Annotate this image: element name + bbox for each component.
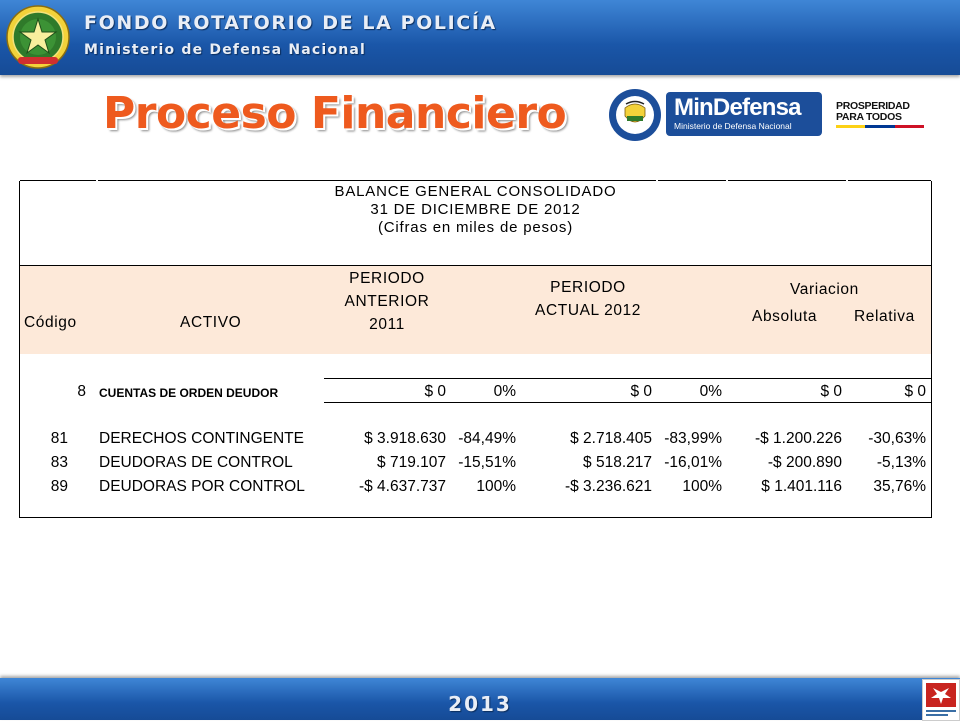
row-relativa: 35,76% [873, 478, 926, 495]
row-anterior-pct: -15,51% [458, 454, 516, 471]
row-actual: -$ 3.236.621 [564, 478, 652, 495]
row-actual-pct: -16,01% [664, 454, 722, 471]
table-top-border [658, 180, 726, 181]
col-header-periodo-anterior-line2: ANTERIOR [344, 293, 430, 310]
summary-name: CUENTAS DE ORDEN DEUDOR [99, 386, 279, 400]
row-code: 89 [50, 478, 68, 495]
mindefensa-logo-text: MinDefensa [674, 94, 801, 121]
row-code: 83 [50, 454, 68, 471]
header-subtitle: Ministerio de Defensa Nacional [84, 42, 367, 58]
table-date: 31 DE DICIEMBRE DE 2012 [370, 201, 581, 218]
row-actual-pct: 100% [682, 478, 722, 495]
table-title: BALANCE GENERAL CONSOLIDADO [334, 183, 617, 200]
col-header-periodo-actual-line1: PERIODO [550, 279, 626, 296]
mindefensa-logo-subtext: Ministerio de Defensa Nacional [674, 121, 792, 131]
summary-top-rule [324, 378, 931, 379]
page-title: Proceso Financiero [103, 88, 567, 139]
mindefensa-logo [666, 92, 822, 136]
balance-table [19, 181, 932, 518]
summary-anterior-pct: 0% [493, 383, 516, 400]
col-header-codigo: Código [24, 314, 77, 331]
row-absoluta: -$ 1.200.226 [754, 430, 842, 447]
col-header-periodo-anterior [332, 267, 442, 336]
row-anterior: $ 719.107 [377, 454, 446, 471]
summary-anterior: $ 0 [424, 383, 446, 400]
row-actual-pct: -83,99% [664, 430, 722, 447]
row-absoluta: $ 1.401.116 [761, 478, 842, 495]
summary-actual-pct: 0% [699, 383, 722, 400]
police-emblem-icon [6, 5, 70, 69]
table-top-border [20, 180, 96, 181]
table-top-border [728, 180, 846, 181]
table-title-block [20, 183, 931, 237]
table-top-border [848, 180, 931, 181]
row-absoluta: -$ 200.890 [767, 454, 842, 471]
col-header-periodo-actual [518, 276, 658, 322]
row-code: 81 [50, 430, 68, 447]
row-name: DEUDORAS DE CONTROL [99, 454, 293, 471]
row-actual: $ 518.217 [583, 454, 652, 471]
col-header-activo: ACTIVO [180, 314, 242, 331]
row-anterior: $ 3.918.630 [364, 430, 446, 447]
col-header-periodo-anterior-line1: PERIODO [349, 270, 425, 287]
row-anterior-pct: 100% [476, 478, 516, 495]
summary-code: 8 [77, 383, 86, 400]
table-top-border [98, 180, 656, 181]
col-header-relativa: Relativa [854, 308, 915, 325]
row-name: DERECHOS CONTINGENTE [99, 430, 304, 447]
summary-bottom-rule [324, 402, 931, 403]
row-name: DEUDORAS POR CONTROL [99, 478, 305, 495]
row-anterior: -$ 4.637.737 [358, 478, 446, 495]
flag-stripe [836, 125, 924, 128]
summary-absoluta: $ 0 [820, 383, 842, 400]
header-title: FONDO ROTATORIO DE LA POLICÍA [84, 12, 497, 34]
prosperidad-line2: PARA TODOS [836, 111, 902, 123]
col-header-variacion: Variacion [790, 281, 859, 298]
footer-year: 2013 [448, 692, 512, 716]
summary-actual: $ 0 [630, 383, 652, 400]
row-relativa: -30,63% [868, 430, 926, 447]
col-header-periodo-anterior-line3: 2011 [369, 316, 405, 333]
col-header-absoluta: Absoluta [752, 308, 818, 325]
colombia-seal-icon [608, 88, 662, 142]
col-header-periodo-actual-line2: ACTUAL 2012 [535, 302, 641, 319]
prosperidad-line1: PROSPERIDAD [836, 100, 910, 112]
row-anterior-pct: -84,49% [458, 430, 516, 447]
row-actual: $ 2.718.405 [570, 430, 652, 447]
header-bar [0, 0, 960, 75]
row-relativa: -5,13% [876, 454, 926, 471]
institution-logo-icon [922, 679, 960, 721]
table-units: (Cifras en miles de pesos) [377, 219, 574, 236]
prosperidad-logo [836, 101, 928, 123]
summary-relativa: $ 0 [904, 383, 926, 400]
